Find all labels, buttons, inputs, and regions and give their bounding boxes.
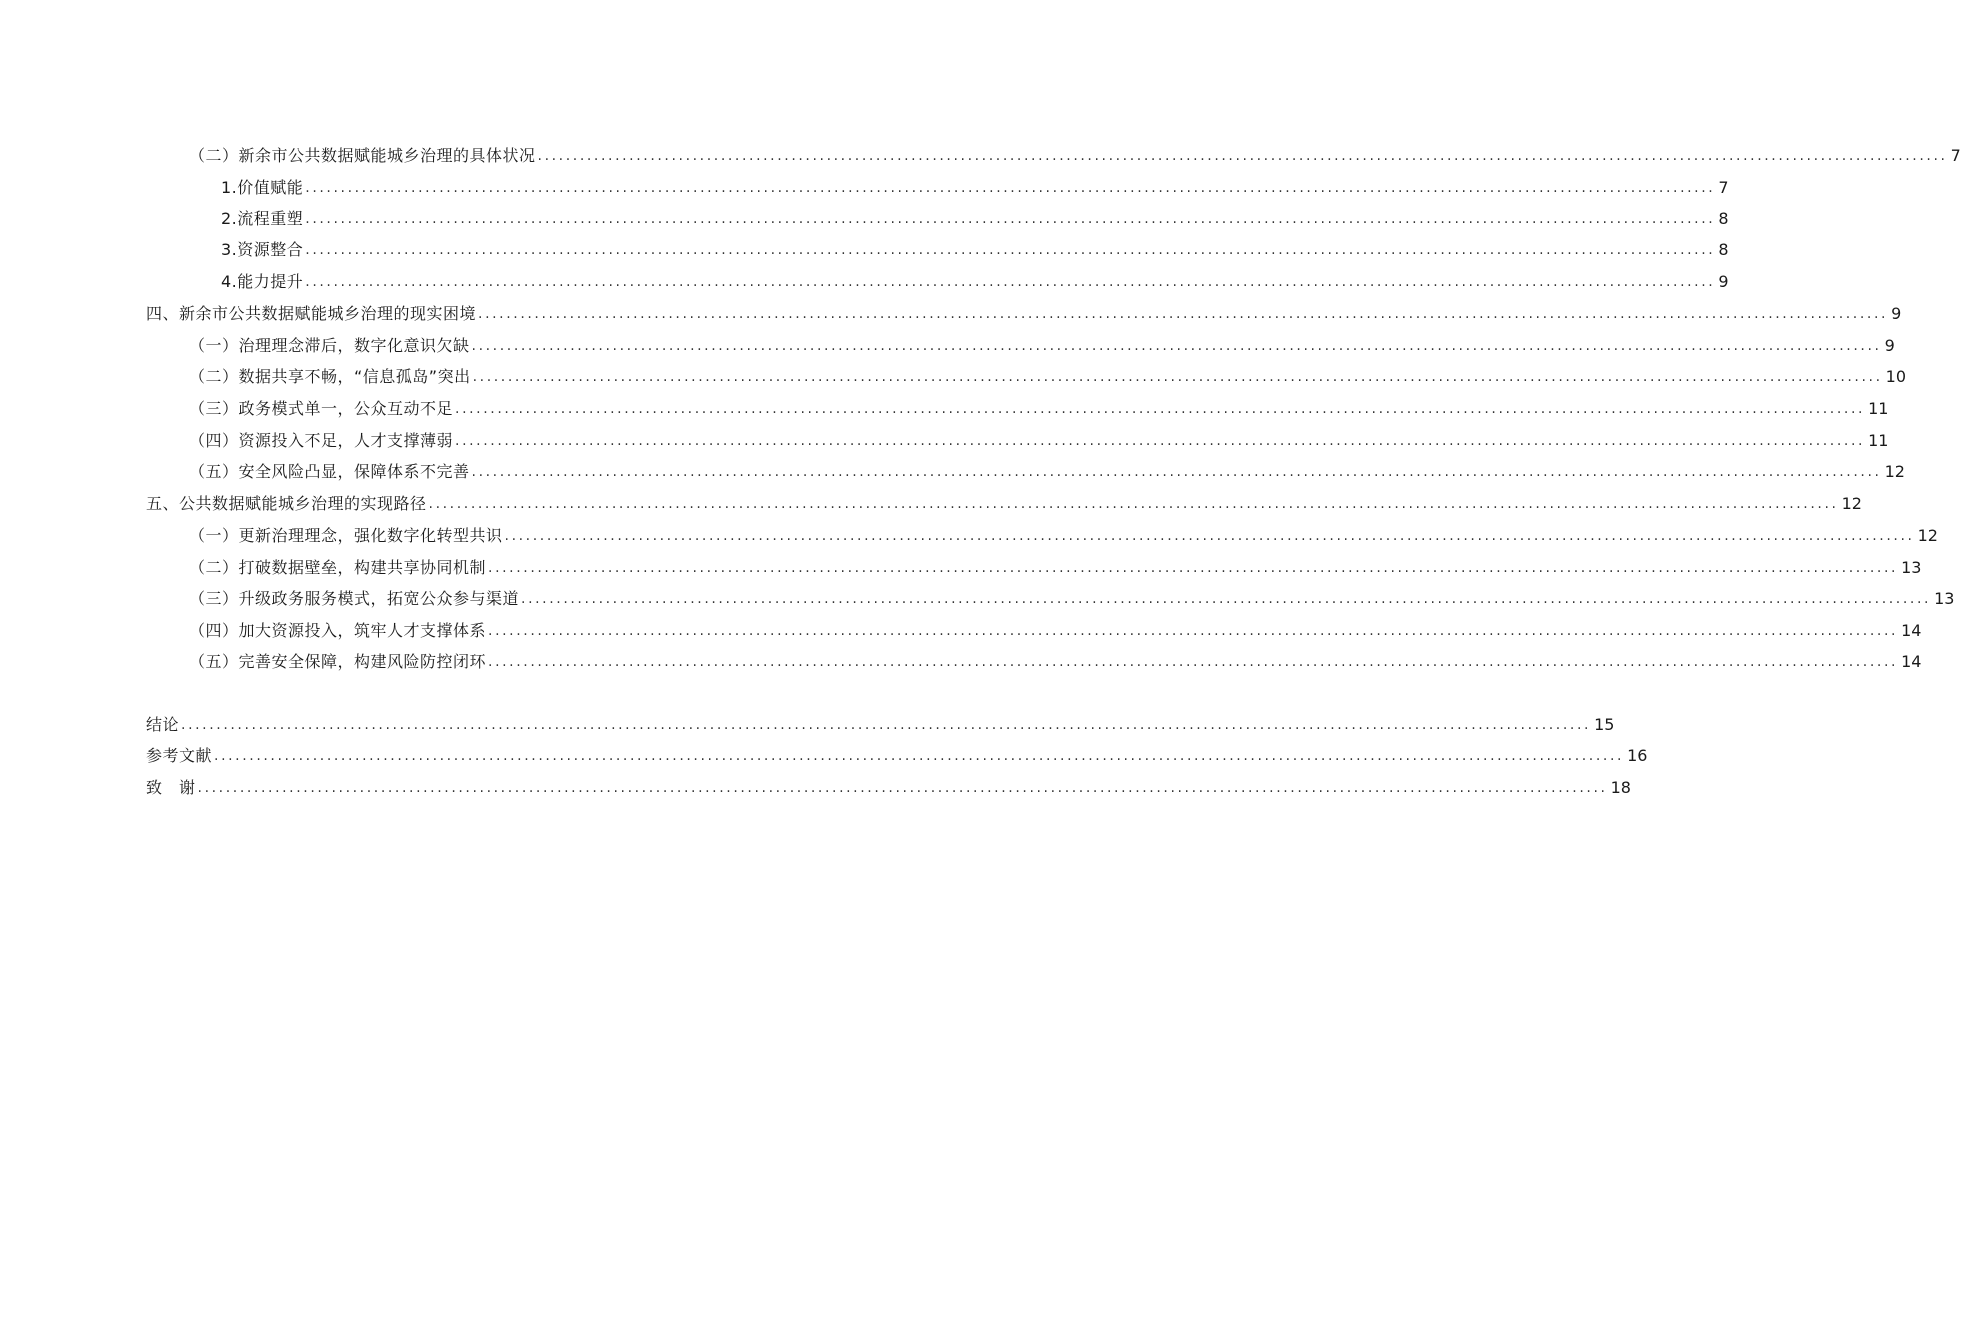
- toc-entry-title: 1.价值赋能: [221, 178, 304, 197]
- toc-dot-leader: ........................................................................................................................................................................................................: [181, 717, 1592, 733]
- toc-entry-title: 参考文献: [146, 746, 213, 765]
- toc-entry-title: （四）加大资源投入，筑牢人才支撑体系: [189, 621, 487, 640]
- toc-entry-title: （三）政务模式单一，公众互动不足: [189, 399, 454, 418]
- toc-entry-title: 2.流程重塑: [221, 209, 304, 228]
- toc-entry-title: （二）打破数据壁垒，构建共享协同机制: [189, 558, 487, 577]
- toc-page-number: 9: [1884, 336, 1895, 355]
- toc-entry[interactable]: [0, 709, 1615, 735]
- toc-entry[interactable]: [0, 266, 1729, 292]
- toc-entry-title: （一）治理理念滞后，数字化意识欠缺: [189, 336, 470, 355]
- toc-page-number: 7: [1718, 178, 1729, 197]
- toc-dot-leader: ........................................................................................................................................................................................................: [455, 433, 1866, 449]
- toc-entry[interactable]: [0, 583, 1955, 609]
- toc-dot-leader: ........................................................................................................................................................................................................: [305, 274, 1716, 290]
- toc-entry[interactable]: [0, 520, 1938, 546]
- toc-page-number: 18: [1610, 778, 1631, 797]
- toc-entry[interactable]: [0, 172, 1729, 198]
- toc-page-number: 8: [1718, 240, 1729, 259]
- toc-entry[interactable]: [0, 488, 1862, 514]
- toc-dot-leader: ........................................................................................................................................................................................................: [504, 528, 1915, 544]
- toc-page-number: 13: [1901, 558, 1922, 577]
- toc-dot-leader: ........................................................................................................................................................................................................: [537, 148, 1948, 164]
- toc-dot-leader: ........................................................................................................................................................................................................: [305, 242, 1716, 258]
- toc-page-number: 12: [1841, 494, 1862, 513]
- toc-page-number: 9: [1718, 272, 1729, 291]
- toc-dot-leader: ........................................................................................................................................................................................................: [488, 654, 1899, 670]
- toc-entry[interactable]: [0, 203, 1729, 229]
- toc-dot-leader: ........................................................................................................................................................................................................: [472, 369, 1883, 385]
- toc-dot-leader: ........................................................................................................................................................................................................: [305, 211, 1716, 227]
- toc-entry[interactable]: [0, 393, 1889, 419]
- toc-page-number: 11: [1868, 399, 1889, 418]
- toc-page-number: 12: [1917, 526, 1938, 545]
- toc-page-number: 10: [1885, 367, 1906, 386]
- toc-page-number: 13: [1934, 589, 1955, 608]
- toc-page-number: 11: [1868, 431, 1889, 450]
- toc-dot-leader: ........................................................................................................................................................................................................: [521, 591, 1932, 607]
- toc-entry-title: （五）安全风险凸显，保障体系不完善: [189, 462, 470, 481]
- toc-page-number: 8: [1718, 209, 1729, 228]
- toc-dot-leader: ........................................................................................................................................................................................................: [471, 338, 1882, 354]
- toc-entry-title: （五）完善安全保障，构建风险防控闭环: [189, 652, 487, 671]
- toc-dot-leader: ........................................................................................................................................................................................................: [455, 401, 1866, 417]
- toc-dot-leader: ........................................................................................................................................................................................................: [478, 306, 1889, 322]
- toc-dot-leader: ........................................................................................................................................................................................................: [197, 780, 1608, 796]
- toc-entry[interactable]: [0, 140, 1961, 166]
- toc-entry-title: 结论: [146, 715, 180, 734]
- toc-entry[interactable]: [0, 740, 1648, 766]
- toc-entry-title: （二）数据共享不畅，“信息孤岛”突出: [189, 367, 471, 386]
- toc-entry[interactable]: [0, 772, 1631, 798]
- toc-entry-title: 五、公共数据赋能城乡治理的实现路径: [146, 494, 427, 513]
- toc-dot-leader: ........................................................................................................................................................................................................: [471, 464, 1882, 480]
- toc-entry[interactable]: [0, 298, 1902, 324]
- toc-dot-leader: ........................................................................................................................................................................................................: [214, 748, 1625, 764]
- toc-entry-title: 四、新余市公共数据赋能城乡治理的现实困境: [146, 304, 477, 323]
- toc-entry-title: （三）升级政务服务模式，拓宽公众参与渠道: [189, 589, 520, 608]
- toc-page-number: 12: [1884, 462, 1905, 481]
- toc-entry[interactable]: [0, 552, 1922, 578]
- toc-dot-leader: ........................................................................................................................................................................................................: [305, 180, 1716, 196]
- toc-entry-title: （二）新余市公共数据赋能城乡治理的具体状况: [189, 146, 536, 165]
- toc-entry-title: 4.能力提升: [221, 272, 304, 291]
- toc-entry-title: （四）资源投入不足，人才支撑薄弱: [189, 431, 454, 450]
- toc-entry[interactable]: [0, 615, 1922, 641]
- toc-entry[interactable]: [0, 456, 1905, 482]
- toc-page-number: 14: [1901, 652, 1922, 671]
- toc-entry-title: 3.资源整合: [221, 240, 304, 259]
- toc-page-number: 16: [1627, 746, 1648, 765]
- toc-entry[interactable]: [0, 425, 1889, 451]
- toc-entry[interactable]: [0, 234, 1729, 260]
- toc-dot-leader: ........................................................................................................................................................................................................: [428, 496, 1839, 512]
- toc-page-number: 14: [1901, 621, 1922, 640]
- toc-page-number: 15: [1594, 715, 1615, 734]
- toc-dot-leader: ........................................................................................................................................................................................................: [488, 560, 1899, 576]
- toc-entry[interactable]: [0, 361, 1906, 387]
- toc-entry-title: （一）更新治理理念，强化数字化转型共识: [189, 526, 503, 545]
- toc-page-number: 7: [1950, 146, 1961, 165]
- toc-page-number: 9: [1891, 304, 1902, 323]
- toc-entry-title: 致 谢: [146, 778, 196, 797]
- toc-entry[interactable]: [0, 646, 1922, 672]
- toc-entry[interactable]: [0, 330, 1895, 356]
- toc-dot-leader: ........................................................................................................................................................................................................: [488, 623, 1899, 639]
